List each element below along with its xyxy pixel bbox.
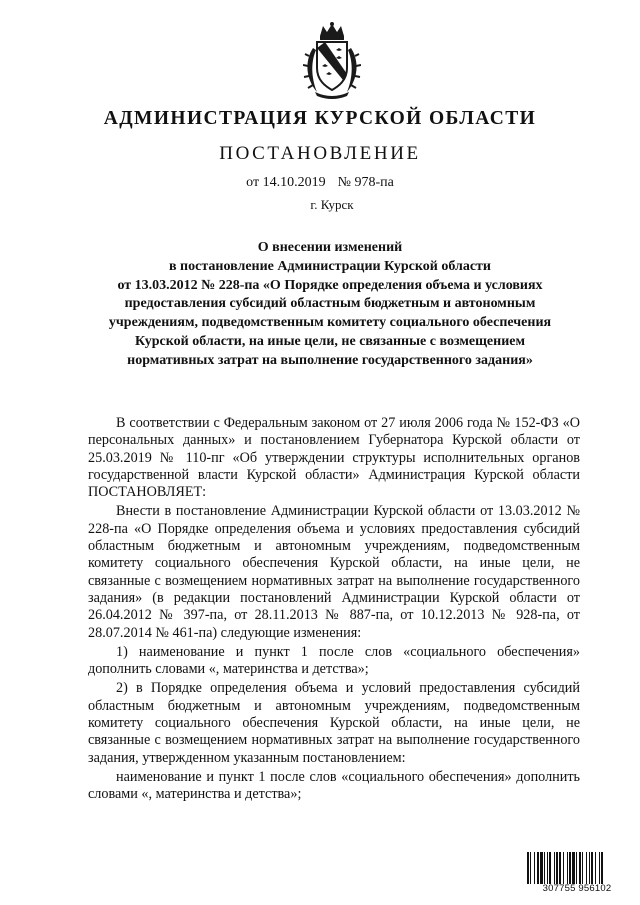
document-date-line: [0, 175, 640, 191]
body-paragraph: 1) наименование и пункт 1 после слов «социального обеспечения» дополнить словами «, материнства и детства»;: [88, 643, 580, 678]
title-line: от 13.03.2012 № 228-па «О Порядке определения объема и условиях: [117, 277, 543, 293]
document-number: № 978-па: [337, 175, 394, 190]
body-paragraph: 2) в Порядке определения объема и условий предоставления субсидий областным бюджетным и автономным учреждениям, подведомственным комитету социального обеспечения Курской области, на иные цели, не связанные с возмещением нормативных затрат на выполнение государственного задания, утвержденном указанным постановлением:: [88, 680, 580, 766]
title-line: О внесении изменений: [257, 240, 403, 255]
document-body: [88, 415, 580, 806]
title-line: предоставления субсидий областным бюджетным и автономным: [124, 296, 536, 312]
barcode: [527, 852, 627, 896]
document-type: ПОСТАНОВЛЕНИЕ: [219, 143, 421, 164]
document-title: [85, 239, 575, 371]
barcode-icon: [527, 852, 627, 884]
title-line: нормативных затрат на выполнение государственного задания»: [127, 352, 533, 368]
coat-of-arms-icon: [303, 22, 361, 100]
document-city: г. Курск: [310, 197, 354, 212]
document-date: от 14.10.2019: [246, 175, 326, 190]
body-paragraph: Внести в постановление Администрации Курской области от 13.03.2012 № 228-па «О Порядке определения объема и условиях предоставления субсидий областным бюджетным и автономным учреждениям, подведомственным комитету социального обеспечения Курской области, на иные цели, не связанные с возмещением нормативных затрат на выполнение государственного задания» (в редакции постановлений Администрации Курской области от 26.04.2012 № 397-па, от 28.11.2013 № 887-па, от 10.12.2013 № 928-па, от 28.07.2014 № 461-па) следующие изменения:: [88, 503, 580, 641]
body-paragraph: В соответствии с Федеральным законом от 27 июля 2006 года № 152-ФЗ «О персональных данных» и постановлением Губернатора Курской области от 25.03.2019 № 110-пг «Об утверждении структуры исполнительных органов государственной власти Курской области» Администрация Курской области ПОСТАНОВЛЯЕТ:: [88, 415, 580, 501]
title-line: в постановление Администрации Курской области: [169, 258, 491, 274]
title-line: Курской области, на иные цели, не связанные с возмещением: [134, 333, 526, 349]
barcode-number: 307755 956102: [542, 883, 612, 894]
body-paragraph: наименование и пункт 1 после слов «социального обеспечения» дополнить словами «, материнства и детства»;: [88, 768, 580, 803]
title-line: учреждениям, подведомственным комитету социального обеспечения: [108, 315, 552, 331]
organization-title: АДМИНИСТРАЦИЯ КУРСКОЙ ОБЛАСТИ: [103, 108, 537, 129]
